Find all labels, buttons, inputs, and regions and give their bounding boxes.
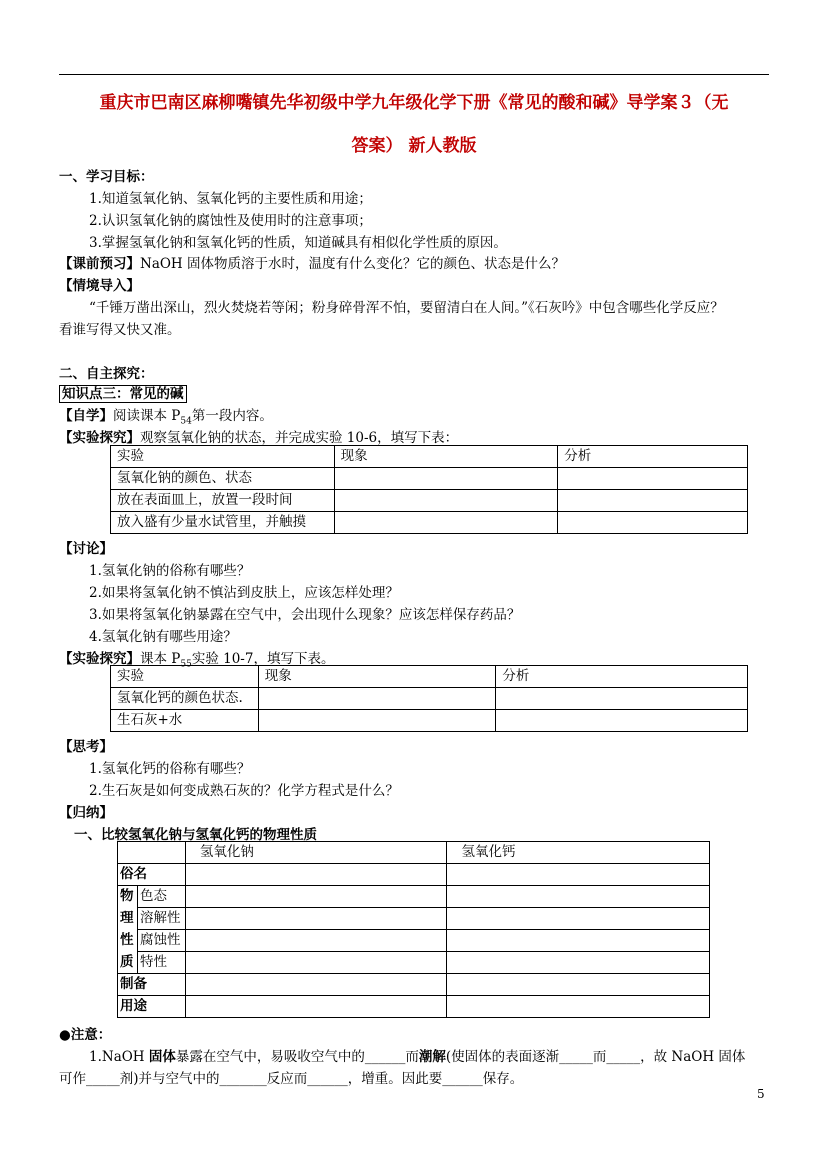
scene-label: 【情境导入】 — [59, 278, 140, 294]
note1-solid: 固体 — [148, 1049, 176, 1065]
note1-part-a: 1.NaOH — [89, 1049, 149, 1065]
discuss-label: 【讨论】 — [59, 541, 113, 557]
table3-phys-char-2: 理 — [118, 908, 138, 930]
table1-row2-phenomenon-cell[interactable] — [334, 490, 558, 512]
table3-solubility-naoh-cell[interactable] — [185, 908, 447, 930]
goal-2: 2.认识氢氧化钠的腐蚀性及使用时的注意事项； — [89, 213, 372, 229]
table3-phys-char-3: 性 — [118, 930, 138, 952]
table-row — [111, 490, 748, 512]
discuss-q4: 4.氢氧化钠有哪些用途？ — [89, 629, 237, 645]
think-q2: 2.生石灰是如何变成熟石灰的？化学方程式是什么？ — [89, 783, 399, 799]
table2-header-analysis: 分析 — [496, 666, 748, 688]
knowledge-point-title: 知识点三：常见的碱 — [59, 385, 187, 403]
table3-color-state-label: 色态 — [137, 886, 185, 908]
naoh-experiment-table — [110, 445, 748, 534]
preview-label: 【课前预习】 — [59, 256, 140, 272]
experiment2-label: 【实验探究】 — [59, 651, 140, 667]
preview-line — [59, 252, 565, 272]
table-row — [118, 930, 710, 952]
selfstudy-page-sub: 54 — [180, 416, 192, 427]
table3-corrosive-label: 腐蚀性 — [137, 930, 185, 952]
poem-line-1: “千锤万凿出深山，烈火焚烧若等闲；粉身碎骨浑不怕，要留清白在人间。”《石灰吟》中包含哪些化学反应？ — [89, 300, 724, 316]
knowledge-point-box — [59, 382, 187, 402]
table3-feature-caoh2-cell[interactable] — [447, 952, 710, 974]
table3-header-caoh2: 氢氧化钙 — [447, 842, 710, 864]
table2-row1-analysis-cell[interactable] — [496, 688, 748, 710]
selfstudy-text-a: 阅读课本 P — [113, 408, 181, 424]
selfstudy-text-b: 第一段内容。 — [191, 408, 273, 424]
table-row — [111, 468, 748, 490]
think-label: 【思考】 — [59, 739, 113, 755]
table3-prepare-naoh-cell[interactable] — [185, 974, 447, 996]
selfstudy-label: 【自学】 — [59, 408, 113, 424]
discuss-q2: 2.如果将氢氧化钠不慎沾到皮肤上，应该怎样处理？ — [89, 585, 399, 601]
caoh2-experiment-table — [110, 665, 748, 732]
page-number: 5 — [757, 1087, 765, 1101]
table-row — [118, 996, 710, 1018]
table3-phys-char-4: 质 — [118, 952, 138, 974]
document-title-line1: 重庆市巴南区麻柳嘴镇先华初级中学九年级化学下册《常见的酸和碱》导学案３（无 — [99, 93, 729, 113]
note1-part-c: 暴露在空气中，易吸收空气中的______而 — [175, 1049, 419, 1065]
table3-feature-label: 特性 — [137, 952, 185, 974]
discuss-q1: 1.氢氧化钠的俗称有哪些？ — [89, 563, 251, 579]
note-line-1 — [89, 1045, 745, 1065]
table1-header-analysis: 分析 — [558, 446, 748, 468]
table-row — [111, 446, 748, 468]
experiment2-text-a: 课本 P — [140, 651, 181, 667]
table1-header-experiment: 实验 — [111, 446, 335, 468]
table1-row1-phenomenon-cell[interactable] — [334, 468, 558, 490]
table1-row1-label: 氢氧化钠的颜色、状态 — [111, 468, 335, 490]
table3-feature-naoh-cell[interactable] — [185, 952, 447, 974]
table-row — [118, 974, 710, 996]
selfstudy-line — [59, 404, 273, 427]
table2-row1-label: 氢氧化钙的颜色状态. — [111, 688, 259, 710]
experiment1-line — [59, 426, 458, 446]
think-q1: 1.氢氧化钙的俗称有哪些？ — [89, 761, 251, 777]
goal-3: 3.掌握氢氧化钠和氢氧化钙的性质，知道碱具有相似化学性质的原因。 — [89, 235, 507, 251]
compare-properties-table — [117, 841, 710, 1018]
table3-color-naoh-cell[interactable] — [185, 886, 447, 908]
preview-text: NaOH 固体物质溶于水时，温度有什么变化？它的颜色、状态是什么？ — [140, 256, 565, 272]
section2-heading: 二、自主探究： — [59, 366, 154, 382]
table1-row3-phenomenon-cell[interactable] — [334, 512, 558, 534]
table3-solubility-caoh2-cell[interactable] — [447, 908, 710, 930]
table2-header-experiment: 实验 — [111, 666, 259, 688]
note-line-2: 可作_____剂)并与空气中的_______反应而______，增重。因此要______保存。 — [59, 1071, 524, 1087]
table3-phys-char-1: 物 — [118, 886, 138, 908]
note1-part-e: (使固体的表面逐渐_____而_____，故 NaOH 固体 — [445, 1049, 746, 1065]
discuss-q3: 3.如果将氢氧化钠暴露在空气中，会出现什么现象？应该怎样保存药品？ — [89, 607, 521, 623]
table3-usage-label: 用途 — [118, 996, 186, 1018]
note-heading: ●注意： — [59, 1027, 112, 1043]
table3-header-naoh: 氢氧化钠 — [185, 842, 447, 864]
table3-corrosive-caoh2-cell[interactable] — [447, 930, 710, 952]
table-row — [111, 688, 748, 710]
note1-deliquesce: 潮解 — [418, 1049, 446, 1065]
table1-row1-analysis-cell[interactable] — [558, 468, 748, 490]
header-rule — [59, 74, 769, 75]
table3-prepare-label: 制备 — [118, 974, 186, 996]
experiment1-label: 【实验探究】 — [59, 430, 140, 446]
document-title-line2: 答案） 新人教版 — [351, 136, 477, 156]
table3-alias-label: 俗名 — [118, 864, 186, 886]
experiment1-text: 观察氢氧化钠的状态，并完成实验 10-6，填写下表： — [140, 430, 459, 446]
table1-row2-label: 放在表面皿上，放置一段时间 — [111, 490, 335, 512]
experiment2-page-sub: 55 — [180, 659, 192, 670]
summary-label: 【归纳】 — [59, 805, 113, 821]
table3-corrosive-naoh-cell[interactable] — [185, 930, 447, 952]
goal-1: 1.知道氢氧化钠、氢氧化钙的主要性质和用途； — [89, 191, 372, 207]
table2-row1-phenomenon-cell[interactable] — [258, 688, 496, 710]
table3-solubility-label: 溶解性 — [137, 908, 185, 930]
table2-row2-analysis-cell[interactable] — [496, 710, 748, 732]
section1-heading: 一、学习目标： — [59, 169, 154, 185]
table3-usage-caoh2-cell[interactable] — [447, 996, 710, 1018]
compare-heading: 一、比较氢氧化钠与氢氧化钙的物理性质 — [74, 827, 317, 843]
table1-header-phenomenon: 现象 — [334, 446, 558, 468]
table3-corner-cell — [118, 842, 186, 864]
table-row — [111, 512, 748, 534]
table3-usage-naoh-cell[interactable] — [185, 996, 447, 1018]
table2-row2-phenomenon-cell[interactable] — [258, 710, 496, 732]
table3-prepare-caoh2-cell[interactable] — [447, 974, 710, 996]
table3-alias-caoh2-cell[interactable] — [447, 864, 710, 886]
table-row — [118, 886, 710, 908]
poem-line-2: 看谁写得又快又准。 — [59, 322, 181, 338]
table-row — [118, 842, 710, 864]
table-row — [118, 952, 710, 974]
table2-header-phenomenon: 现象 — [258, 666, 496, 688]
table-row — [118, 864, 710, 886]
experiment2-text-b: 实验 10-7，填写下表。 — [191, 651, 335, 667]
table-row — [111, 710, 748, 732]
table1-row3-label: 放入盛有少量水试管里，并触摸 — [111, 512, 335, 534]
table-row — [118, 908, 710, 930]
table-row — [111, 666, 748, 688]
table3-color-caoh2-cell[interactable] — [447, 886, 710, 908]
table1-row3-analysis-cell[interactable] — [558, 512, 748, 534]
table1-row2-analysis-cell[interactable] — [558, 490, 748, 512]
table3-alias-naoh-cell[interactable] — [185, 864, 447, 886]
table2-row2-label: 生石灰+水 — [111, 710, 259, 732]
